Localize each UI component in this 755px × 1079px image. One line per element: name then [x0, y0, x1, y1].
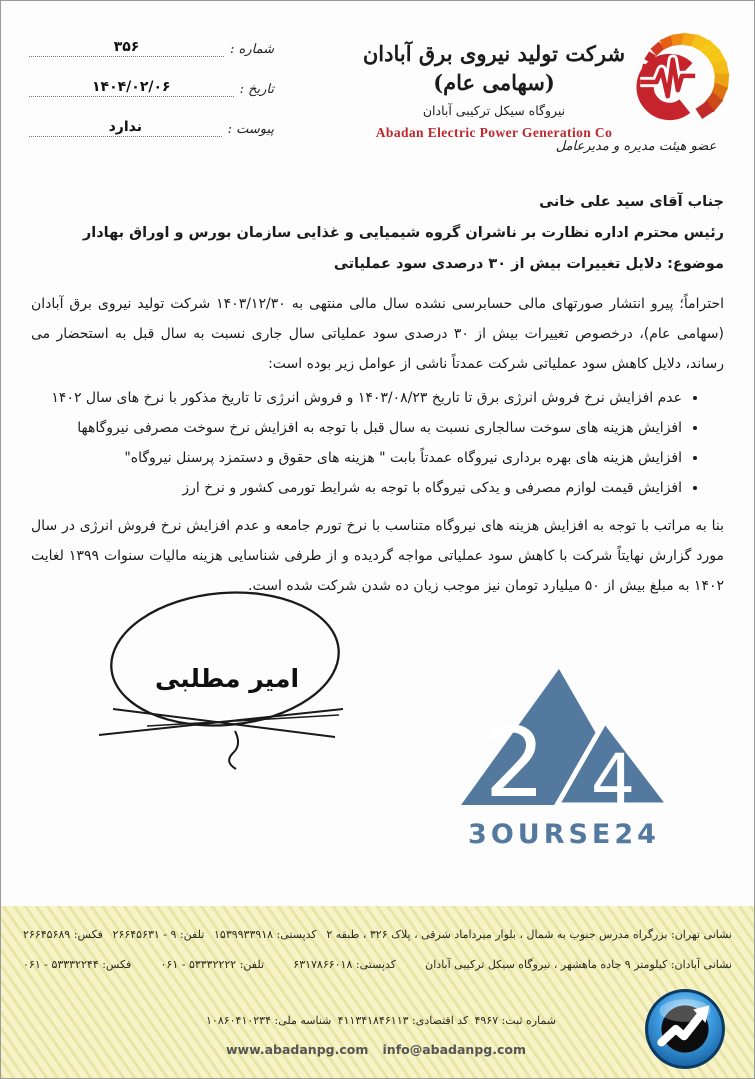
economic-code: کد اقتصادی: ۴۱۱۳۴۱۸۴۶۱۱۳ [337, 1014, 469, 1027]
reason-item-2: • افزایش هزینه های سوخت سالجاری نسبت به سال قبل با توجه به افزایش نرخ سوخت مصرفی نیروگاهها [31, 413, 682, 443]
addressee-name: جناب آقای سید علی خانی [539, 194, 724, 210]
attachment-value: ندارد [29, 119, 222, 137]
svg-text:4: 4 [590, 739, 636, 813]
signatory-role: عضو هیئت مدیره و مدیرعامل [555, 139, 717, 154]
number-label: شماره : [230, 42, 274, 57]
subject-line: موضوع: دلایل تغییرات بیش از ۳۰ درصدی سود عملیاتی [333, 256, 724, 273]
footer-abadan-row [1, 958, 754, 971]
reason-item-4: • افزایش قیمت لوازم مصرفی و یدکی نیروگاه با توجه به شرایط تورمی کشور و نرخ ارز [31, 473, 682, 503]
bourse24-brand-text: 3OURSE24 [468, 819, 660, 850]
abadan-postal-code: کدپستی: ۶۳۱۷۸۶۶۰۱۸ [293, 958, 396, 971]
meta-date-row [29, 79, 274, 97]
meta-number-row [29, 39, 274, 57]
signature-name: امیر مطلبی [154, 664, 300, 693]
company-name-en: Abadan Electric Power Generation Co [375, 124, 613, 140]
meta-attachment-row [29, 119, 274, 137]
national-id: شناسه ملی: ۱۰۸۶۰۴۱۰۲۳۴ [206, 1014, 332, 1027]
footer-band [1, 906, 754, 1078]
tehran-phone: تلفن: ۹ - ۲۶۶۴۵۶۳۱ [112, 928, 205, 941]
plant-name-fa: نیروگاه سیکل ترکیبی آبادان [422, 102, 566, 118]
addressee-title: رئیس محترم اداره نظارت بر ناشران گروه شیمیایی و غذایی سازمان بورس و اوراق بهادار [82, 225, 724, 242]
footer-tehran-row [1, 928, 754, 941]
svg-text:2: 2 [484, 707, 546, 813]
closing-paragraph: بنا به مراتب با توجه به افزایش هزینه های نیروگاه متناسب با نرخ تورم جامعه و عدم افزایش نرخ فروش انرژی در سال مورد گزارش نهایتاً شرکت با کاهش سود عملیاتی مواجه گردیده و از طرفی شناسایی هزینه مالیات سنوات ۱۳۹۹ لغایت ۱۴۰۲ به مبلغ بیش از ۵۰ میلیارد تومان نیز موجب زیان ده شدن شرکت شده است. [31, 518, 724, 595]
registration-number: شماره ثبت: ۴۹۶۷ [474, 1014, 556, 1027]
bourse24-logo-icon [453, 663, 675, 813]
company-logo-icon [628, 27, 740, 139]
abadan-phone: تلفن: ۵۳۳۳۲۲۲۲ - ۰۶۱ [160, 958, 265, 971]
footer-web-row [226, 1042, 526, 1057]
reason-list [31, 383, 682, 503]
letter-body [31, 187, 724, 601]
email-address: info@abadanpg.com [382, 1042, 526, 1057]
tehran-fax: فکس: ۲۶۶۴۵۶۸۹ [23, 928, 103, 941]
abadan-fax: فکس: ۵۳۳۳۲۲۴۴ - ۰۶۱ [23, 958, 132, 971]
letter-meta [29, 39, 274, 159]
website-url: www.abadanpg.com [226, 1042, 369, 1057]
bourse24-watermark [453, 663, 675, 850]
trend-arrow-icon [644, 988, 726, 1070]
tehran-address: نشانی تهران: بزرگراه مدرس جنوب به شمال ، بلوار میرداماد شرقی ، پلاک ۳۲۶ ، طبقه ۲ [326, 928, 732, 941]
date-label: تاریخ : [239, 82, 274, 97]
company-name-fa: شرکت تولید نیروی برق آبادان (سهامی عام) [362, 41, 626, 96]
intro-paragraph: احتراماً؛ پیرو انتشار صورتهای مالی حسابرسی نشده سال مالی منتهی به ۱۴۰۳/۱۲/۳۰ شرکت تولید نیروی برق آبادان (سهامی عام)، درخصوص تغییرات بیش از ۳۰ درصدی سود عملیاتی سال جاری نسبت به سال قبل به استحضار می رساند، دلایل کاهش سود عملیاتی شرکت عمدتاً ناشی از عوامل زیر بوده است: [31, 295, 724, 372]
number-value: ۳۵۶ [29, 39, 224, 57]
footer-registration-row [206, 1014, 556, 1027]
date-value: ۱۴۰۴/۰۲/۰۶ [29, 79, 234, 97]
reason-item-3: • افزایش هزینه های بهره برداری نیروگاه عمدتاً بابت " هزینه های حقوق و دستمزد پرسنل نیروگاه" [31, 443, 682, 473]
reason-item-1: • عدم افزایش نرخ فروش انرژی برق تا تاریخ ۱۴۰۳/۰۸/۲۳ و فروش انرژی تا تاریخ مذکور با نرخ های سال ۱۴۰۲ [31, 383, 682, 413]
abadan-address: نشانی آبادان: کیلومتر ۹ جاده ماهشهر ، نیروگاه سیکل ترکیبی آبادان [425, 958, 732, 971]
attachment-label: پیوست : [227, 122, 274, 137]
signature-stamp [85, 583, 365, 773]
letterhead [354, 39, 634, 141]
tehran-postal-code: کدپستی: ۱۵۳۹۹۳۳۹۱۸ [214, 928, 317, 941]
